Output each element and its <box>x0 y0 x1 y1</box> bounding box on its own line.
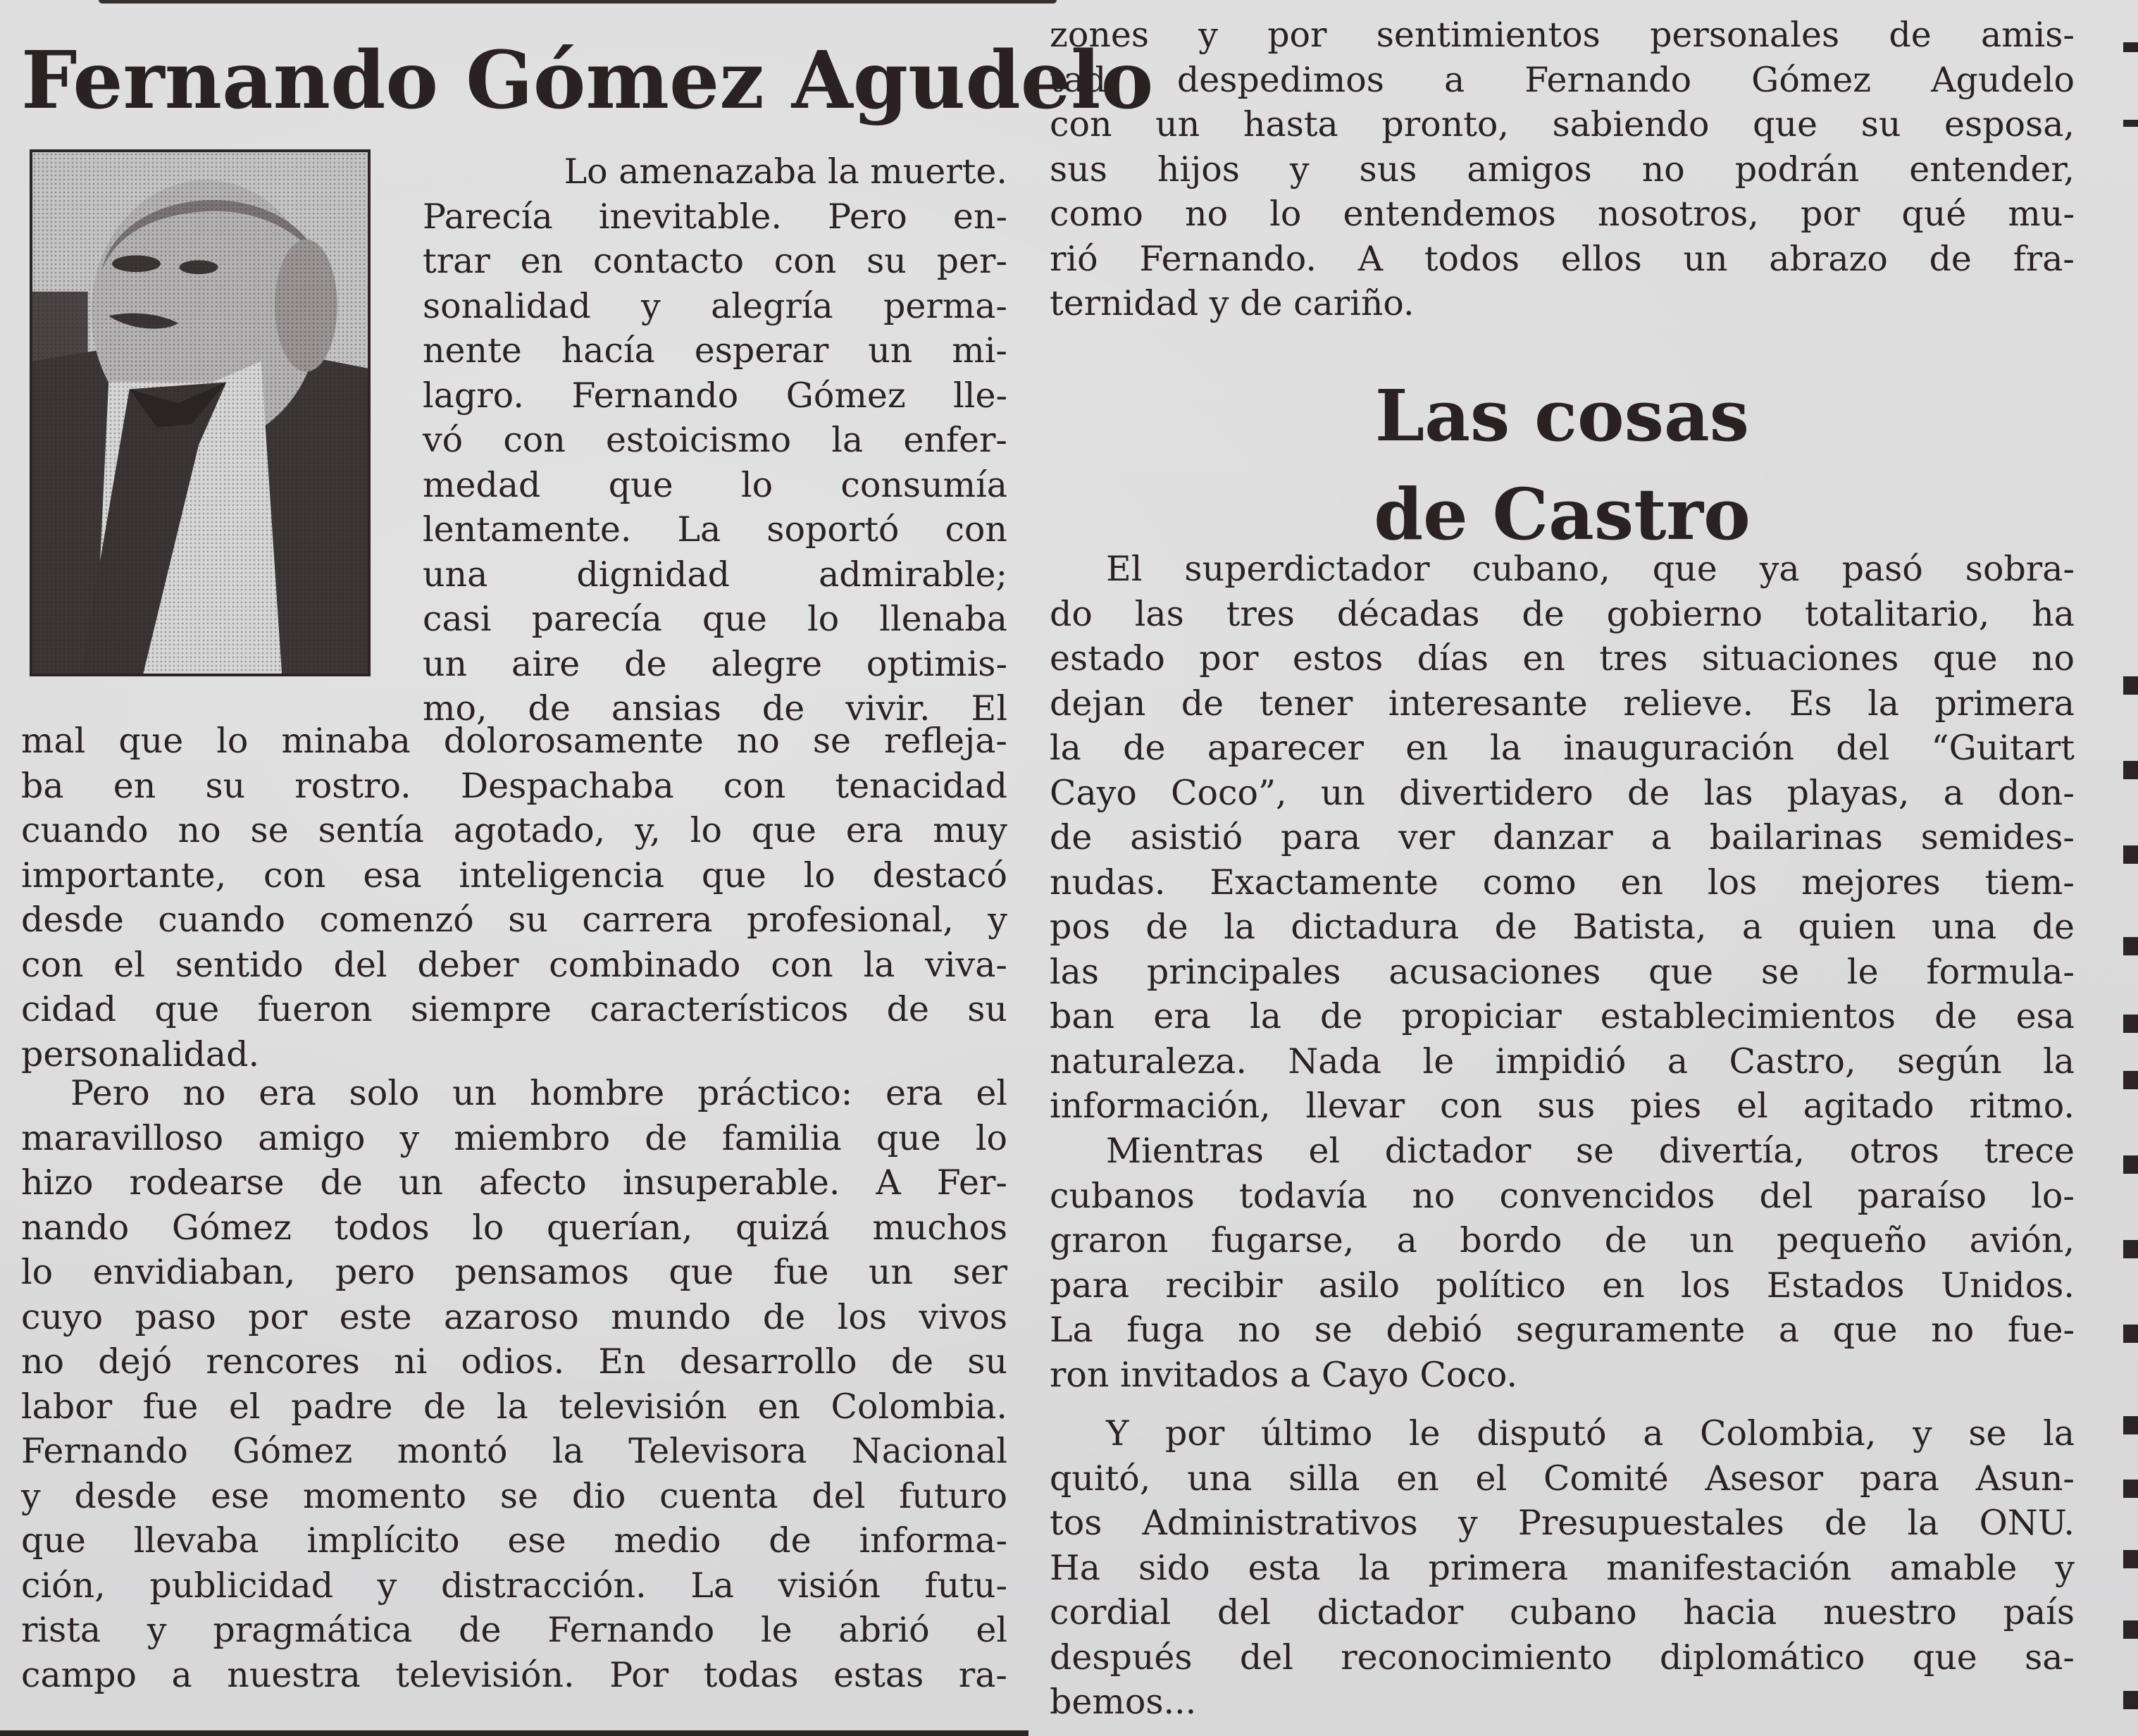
text-line: bemos... <box>1050 1682 1197 1722</box>
text-line: una dignidad admirable; <box>423 554 1007 595</box>
headline-line: de Castro <box>1374 473 1751 556</box>
cropped-glyph <box>2123 1620 2138 1639</box>
text-line: tad, despedimos a Fernando Gómez Agudelo <box>1050 59 2075 100</box>
text-line: con el sentido del deber combinado con la viva- <box>21 944 1007 985</box>
article-2-paragraph-2 <box>1050 1129 2075 1397</box>
text-line: hizo rodearse de un afecto insuperable. A Fer- <box>21 1162 1007 1203</box>
article-1-continuation <box>1050 13 2075 326</box>
text-line: para recibir asilo político en los Estados Unidos. <box>1050 1265 2075 1306</box>
text-line: cuando no se sentía agotado, y, lo que era muy <box>21 810 1007 850</box>
text-line: Y por último le disputó a Colombia, y se la <box>1106 1413 2075 1453</box>
text-line: información, llevar con sus pies el agitado ritmo. <box>1050 1086 2075 1126</box>
text-line: y desde ese momento se dio cuenta del futuro <box>21 1475 1007 1516</box>
article-2-paragraph-1 <box>1050 547 2075 1129</box>
text-line: nudas. Exactamente como en los mejores tiem- <box>1050 862 2075 903</box>
text-line: ron invitados a Cayo Coco. <box>1050 1354 1518 1395</box>
text-line: ban era la de propiciar establecimientos de esa <box>1050 996 2075 1036</box>
text-line: cidad que fueron siempre característicos de su <box>21 989 1007 1029</box>
text-line: como no lo entendemos nosotros, por qué mu- <box>1050 194 2075 234</box>
cropped-glyph <box>2123 1325 2138 1343</box>
text-line: maravilloso amigo y miembro de familia que lo <box>21 1117 1007 1158</box>
text-line: lagro. Fernando Gómez lle- <box>423 375 1007 416</box>
headline-las-cosas-de-castro <box>1050 366 2075 564</box>
cropped-glyph <box>2123 1550 2138 1568</box>
cropped-glyph <box>2123 1240 2138 1258</box>
article-1-paragraph-2 <box>21 1071 1007 1697</box>
text-line: El superdictador cubano, que ya pasó sobra- <box>1106 549 2075 589</box>
text-line: nando Gómez todos lo querían, quizá muchos <box>21 1207 1007 1248</box>
headline-line: Las cosas <box>1374 374 1750 457</box>
text-line: no dejó rencores ni odios. En desarrollo de su <box>21 1341 1007 1382</box>
text-line: medad que lo consumía <box>423 464 1007 505</box>
cropped-glyph <box>2123 676 2138 695</box>
cropped-glyph <box>2123 1015 2138 1033</box>
text-line: vó con estoicismo la enfer- <box>423 420 1007 460</box>
text-line: ternidad y de cariño. <box>1050 283 1415 323</box>
text-line: rió Fernando. A todos ellos un abrazo de fra- <box>1050 238 2075 279</box>
text-line: mo, de ansias de vivir. El <box>423 688 1007 728</box>
adjacent-column-edge <box>2120 0 2138 1736</box>
cropped-glyph <box>2123 1480 2138 1498</box>
text-line: mal que lo minaba dolorosamente no se refleja- <box>21 721 1007 761</box>
text-line: rista y pragmática de Fernando le abrió el <box>21 1610 1007 1650</box>
text-line: cubanos todavía no convencidos del paraíso lo- <box>1050 1175 2075 1216</box>
text-line: casi parecía que lo llenaba <box>423 599 1007 639</box>
text-line: cuyo paso por este azaroso mundo de los vivos <box>21 1296 1007 1337</box>
text-line: pos de la dictadura de Batista, a quien una de <box>1050 907 2075 947</box>
text-line: importante, con esa inteligencia que lo destacó <box>21 855 1007 895</box>
headline-fernando-gomez-agudelo: Fernando Gómez Agudelo <box>21 35 1154 127</box>
top-rule-divider <box>99 0 1057 4</box>
text-line: las principales acusaciones que se le formula- <box>1050 951 2075 992</box>
text-line: ba en su rostro. Despachaba con tenacidad <box>21 765 1007 806</box>
text-line: labor fue el padre de la televisión en Colombia. <box>21 1386 1007 1427</box>
article-2-paragraph-3 <box>1050 1411 2075 1725</box>
portrait-photo <box>30 149 371 676</box>
text-line: lentamente. La soportó con <box>423 509 1007 550</box>
text-line: desde cuando comenzó su carrera profesional, y <box>21 900 1007 940</box>
cropped-glyph <box>2123 1071 2138 1089</box>
text-line: campo a nuestra televisión. Por todas estas ra- <box>21 1654 1007 1695</box>
text-line: tos Administrativos y Presupuestales de la ONU. <box>1050 1503 2075 1543</box>
text-line: do las tres décadas de gobierno totalitario, ha <box>1050 593 2075 634</box>
text-line: sonalidad y alegría perma- <box>423 285 1007 326</box>
bottom-rule-divider <box>0 1730 1028 1736</box>
cropped-glyph <box>2123 937 2138 955</box>
text-line: graron fugarse, a bordo de un pequeño avión, <box>1050 1220 2075 1260</box>
text-line: que llevaba implícito ese medio de informa- <box>21 1520 1007 1561</box>
cropped-glyph <box>2123 1691 2138 1709</box>
article-1-paragraph-1-narrow <box>423 149 1007 731</box>
text-line: cordial del dictador cubano hacia nuestro país <box>1050 1592 2075 1632</box>
text-line: Pero no era solo un hombre práctico: era el <box>70 1073 1007 1113</box>
text-line: nente hacía esperar un mi- <box>423 330 1007 371</box>
article-1-paragraph-1-wide <box>21 719 1007 1077</box>
cropped-glyph <box>2123 120 2138 127</box>
text-line: con un hasta pronto, sabiendo que su esposa, <box>1050 104 2075 144</box>
text-line: La fuga no se debió seguramente a que no fue- <box>1050 1310 2075 1350</box>
text-line: Mientras el dictador se divertía, otros trece <box>1106 1131 2075 1171</box>
text-line: trar en contacto con su per- <box>423 241 1007 281</box>
cropped-glyph <box>2123 42 2138 52</box>
text-line: de asistió para ver danzar a bailarinas semides- <box>1050 817 2075 857</box>
text-line: ción, publicidad y distracción. La visión futu- <box>21 1565 1007 1606</box>
text-line: después del reconocimiento diplomático que sa- <box>1050 1637 2075 1678</box>
text-line: Lo amenazaba la muerte. <box>564 151 1007 192</box>
cropped-glyph <box>2123 1155 2138 1174</box>
cropped-glyph <box>2123 761 2138 779</box>
text-line: Parecía inevitable. Pero en- <box>423 196 1007 237</box>
text-line: sus hijos y sus amigos no podrán entender, <box>1050 149 2075 190</box>
cropped-glyph <box>2123 1416 2138 1434</box>
text-line: Ha sido esta la primera manifestación amable y <box>1050 1547 2075 1588</box>
text-line: personalidad. <box>21 1034 260 1074</box>
text-line: dejan de tener interesante relieve. Es la primera <box>1050 683 2075 724</box>
text-line: lo envidiaban, pero pensamos que fue un ser <box>21 1252 1007 1292</box>
text-line: naturaleza. Nada le impidió a Castro, según la <box>1050 1041 2075 1081</box>
text-line: Fernando Gómez montó la Televisora Nacional <box>21 1431 1007 1471</box>
text-line: Cayo Coco”, un divertidero de las playas, a don- <box>1050 772 2075 813</box>
text-line: estado por estos días en tres situaciones que no <box>1050 638 2075 678</box>
cropped-glyph <box>2123 845 2138 864</box>
text-line: un aire de alegre optimis- <box>423 643 1007 684</box>
portrait-photo-icon <box>32 152 368 674</box>
text-line: zones y por sentimientos personales de amis- <box>1050 15 2075 55</box>
text-line: quitó, una silla en el Comité Asesor para Asun- <box>1050 1458 2075 1499</box>
text-line: la de aparecer en la inauguración del “Guitart <box>1050 728 2075 768</box>
